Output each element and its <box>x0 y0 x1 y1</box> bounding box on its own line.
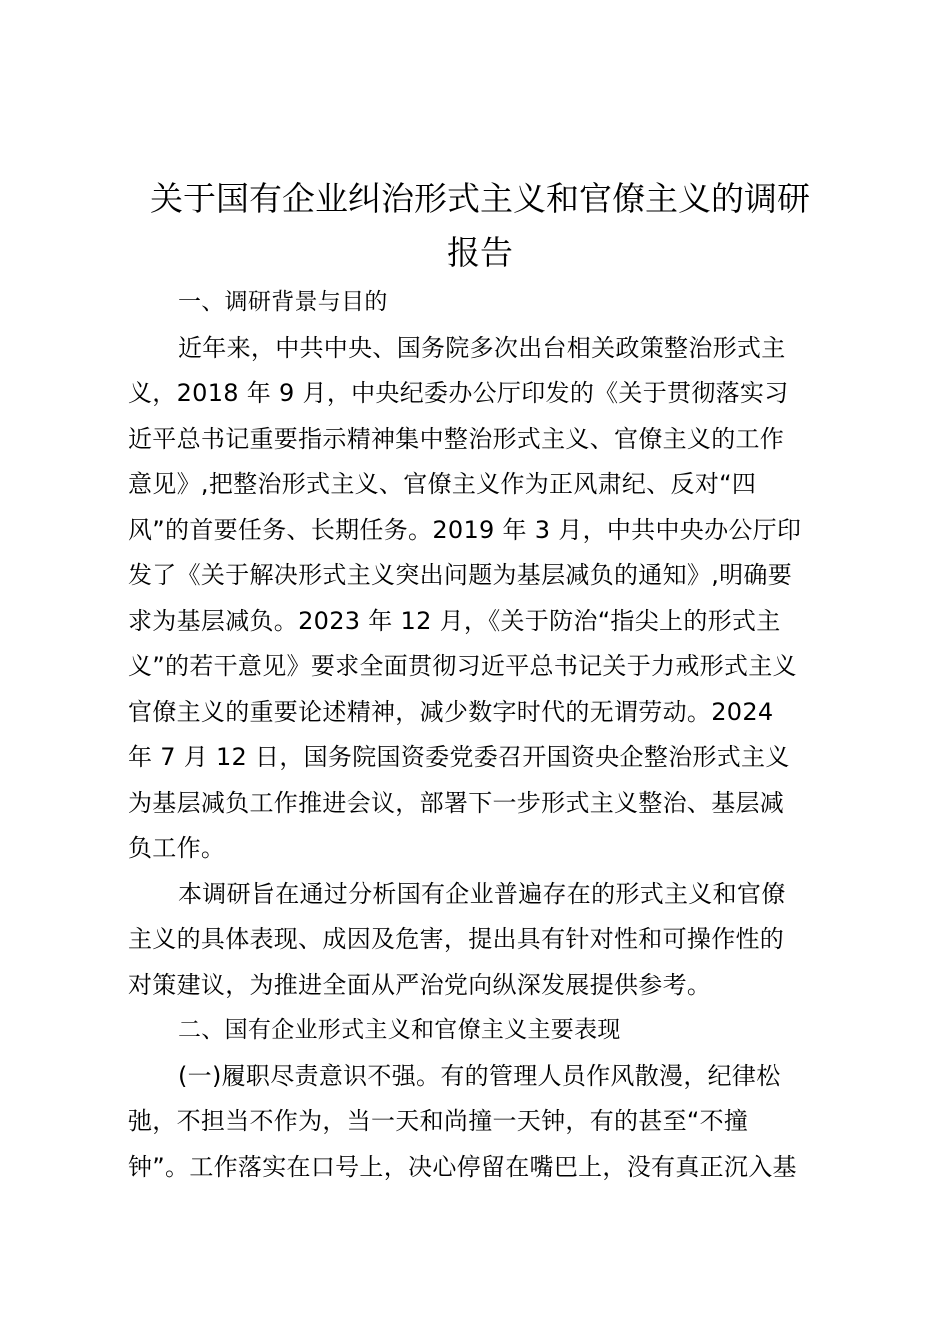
section-heading: 二、国有企业形式主义和官僚主义主要表现 <box>178 1017 621 1043</box>
body-text-line: 意见》,把整治形式主义、官僚主义作为正风肃纪、反对“四 <box>128 470 757 498</box>
body-text-line: 主义的具体表现、成因及危害，提出具有针对性和可操作性的 <box>128 925 785 953</box>
body-text-line: 求为基层减负。2023 年 12 月，《关于防治“指尖上的形式主 <box>128 606 781 635</box>
body-text-line: 对策建议，为推进全面从严治党向纵深发展提供参考。 <box>128 970 712 999</box>
body-text-line: 负工作。 <box>128 834 226 862</box>
body-text-line: 义”的若干意见》要求全面贯彻习近平总书记关于力戒形式主义 <box>128 652 797 680</box>
document-title-line: 报告 <box>447 233 513 272</box>
body-text-line: 为基层减负工作推进会议，部署下一步形式主义整治、基层减 <box>128 788 785 817</box>
body-text-line: 义，2018 年 9 月，中央纪委办公厅印发的《关于贯彻落实习 <box>128 379 789 407</box>
document-title-line: 关于国有企业纠治形式主义和官僚主义的调研 <box>150 179 810 218</box>
body-text-line: 发了《关于解决形式主义突出问题为基层减负的通知》,明确要 <box>128 561 793 589</box>
body-text-line: 年 7 月 12 日，国务院国资委党委召开国资央企整治形式主义 <box>128 743 790 771</box>
section-heading: 一、调研背景与目的 <box>178 289 388 315</box>
body-text-line: 弛，不担当不作为，当一天和尚撞一天钟，有的甚至“不撞 <box>128 1107 749 1135</box>
body-text-line: 钟”。工作落实在口号上，决心停留在嘴巴上，没有真正沉入基 <box>128 1152 797 1181</box>
body-text-line: 本调研旨在通过分析国有企业普遍存在的形式主义和官僚 <box>178 879 786 908</box>
body-text-line: (一)履职尽责意识不强。有的管理人员作风散漫，纪律松 <box>178 1061 781 1090</box>
body-text-line: 近年来，中共中央、国务院多次出台相关政策整治形式主 <box>178 333 786 362</box>
document-body <box>128 280 833 1190</box>
body-text-line: 近平总书记重要指示精神集中整治形式主义、官僚主义的工作 <box>128 424 785 453</box>
document-title <box>100 172 860 280</box>
body-text-line: 官僚主义的重要论述精神，减少数字时代的无谓劳动。2024 <box>128 697 774 726</box>
body-text-line: 风”的首要任务、长期任务。2019 年 3 月，中共中央办公厅印 <box>128 515 802 544</box>
